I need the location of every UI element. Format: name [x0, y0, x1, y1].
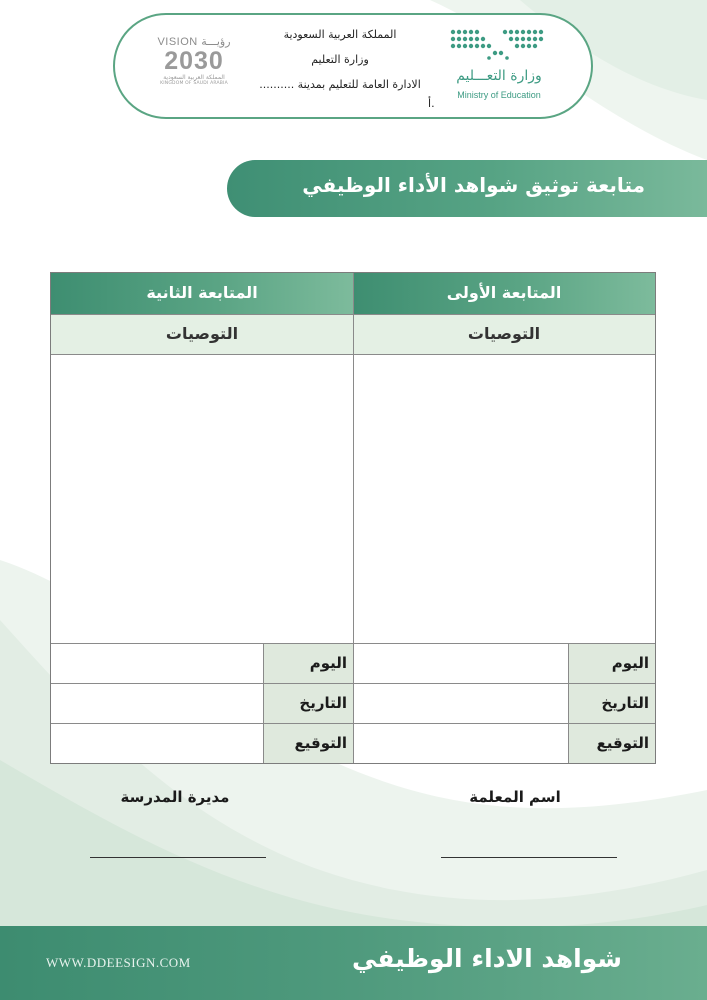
kingdom-line: المملكة العربية السعودية	[283, 28, 397, 41]
page-title: متابعة توثيق شواهد الأداء الوظيفي	[302, 173, 645, 197]
website-link[interactable]: WWW.DDEESIGN.COM	[46, 955, 191, 970]
second-recommendations-area[interactable]	[51, 354, 353, 643]
principal-label: مديرة المدرسة	[120, 788, 230, 806]
first-recommendations-area[interactable]	[353, 354, 655, 643]
table-divider	[51, 643, 655, 644]
second-recommendations-heading: التوصيات	[51, 314, 353, 354]
second-date-field[interactable]	[51, 683, 263, 723]
table-divider	[263, 643, 264, 763]
table-divider	[51, 314, 655, 315]
follow-up-table	[50, 272, 656, 764]
vision-2030-logo	[148, 36, 240, 100]
first-date-field[interactable]	[353, 683, 568, 723]
first-followup-heading: المتابعة الأولى	[353, 273, 655, 314]
first-day-label: اليوم	[568, 643, 655, 683]
first-day-field[interactable]	[353, 643, 568, 683]
first-recommendations-heading: التوصيات	[353, 314, 655, 354]
first-signature-label: التوقيع	[568, 723, 655, 763]
first-signature-field[interactable]	[353, 723, 568, 763]
second-followup-heading: المتابعة الثانية	[51, 273, 353, 314]
ministry-name-en: Ministry of Education	[457, 90, 541, 100]
ministry-line: وزارة التعليم	[311, 53, 369, 66]
table-divider	[51, 354, 655, 355]
teacher-name-label: اسم المعلمة	[469, 788, 561, 806]
table-divider	[51, 723, 655, 724]
teacher-signature-line[interactable]	[441, 857, 617, 858]
ministry-dots-icon	[447, 28, 551, 68]
vision-subtitle-ar: المملكة العربية السعودية	[163, 74, 225, 81]
name-line: أ.	[428, 97, 435, 110]
second-date-label: التاريخ	[263, 683, 353, 723]
first-date-label: التاريخ	[568, 683, 655, 723]
directorate-line: الادارة العامة للتعليم بمدينة ..........	[259, 78, 421, 91]
second-day-field[interactable]	[51, 643, 263, 683]
ministry-name-ar: وزارة التعـــليم	[456, 68, 542, 84]
table-divider	[568, 643, 569, 763]
ministry-logo	[447, 28, 551, 104]
vision-label: VISION رؤيـــة	[157, 36, 231, 48]
principal-signature-line[interactable]	[90, 857, 266, 858]
second-signature-field[interactable]	[51, 723, 263, 763]
table-divider	[51, 683, 655, 684]
footer-bar	[0, 926, 707, 1000]
second-day-label: اليوم	[263, 643, 353, 683]
vision-year: 2030	[164, 47, 224, 75]
table-divider	[353, 273, 354, 763]
vision-subtitle-en: KINGDOM OF SAUDI ARABIA	[160, 81, 228, 86]
ministry-info	[250, 22, 435, 110]
title-banner	[227, 160, 707, 217]
second-signature-label: التوقيع	[263, 723, 353, 763]
footer-title: شواهد الاداء الوظيفي	[351, 944, 622, 973]
